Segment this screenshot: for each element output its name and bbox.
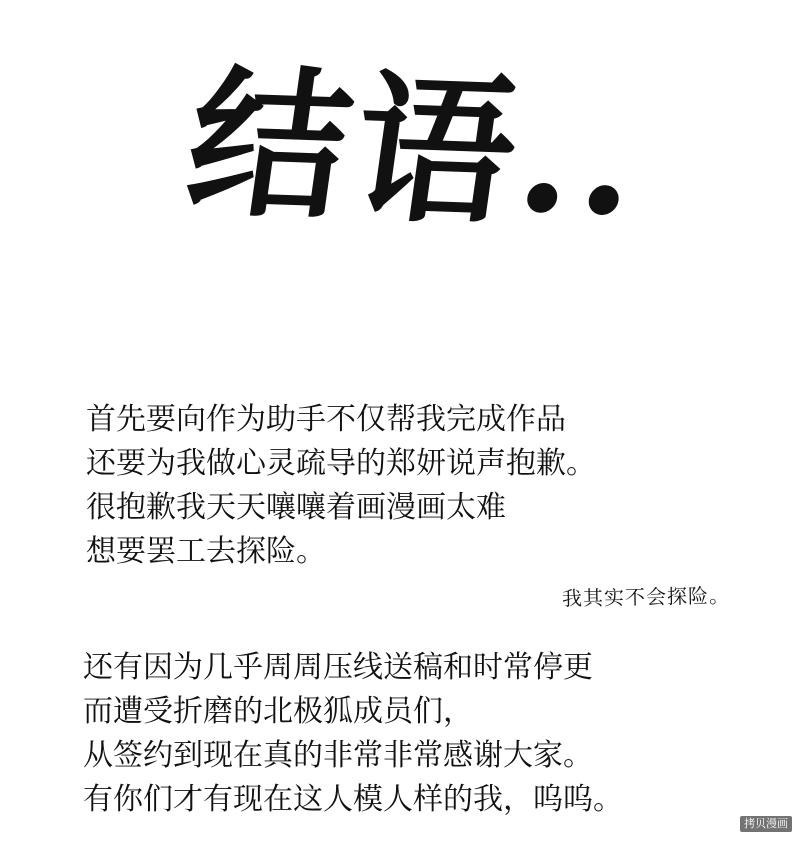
page-title: 结语.. xyxy=(176,48,657,252)
paragraph-thanks xyxy=(83,646,623,822)
paragraph-line: 从签约到现在真的非常非常感谢大家。 xyxy=(83,738,593,773)
handwritten-aside-note: 我其实不会探险。 xyxy=(561,583,731,611)
paragraph-line: 有你们才有现在这人模人样的我，呜呜。 xyxy=(83,782,623,817)
paragraph-apology xyxy=(86,398,596,574)
paragraph-line: 还要为我做心灵疏导的郑妍说声抱歉。 xyxy=(86,446,596,481)
paragraph-line: 而遭受折磨的北极狐成员们， xyxy=(83,694,473,729)
watermark-badge: 拷贝漫画 xyxy=(740,816,792,832)
paragraph-line: 还有因为几乎周周压线送稿和时常停更 xyxy=(83,650,593,685)
paragraph-line: 很抱歉我天天嚷嚷着画漫画太难 xyxy=(86,490,506,525)
paragraph-line: 想要罢工去探险。 xyxy=(86,534,326,569)
paragraph-line: 首先要向作为助手不仅帮我完成作品 xyxy=(86,402,566,437)
